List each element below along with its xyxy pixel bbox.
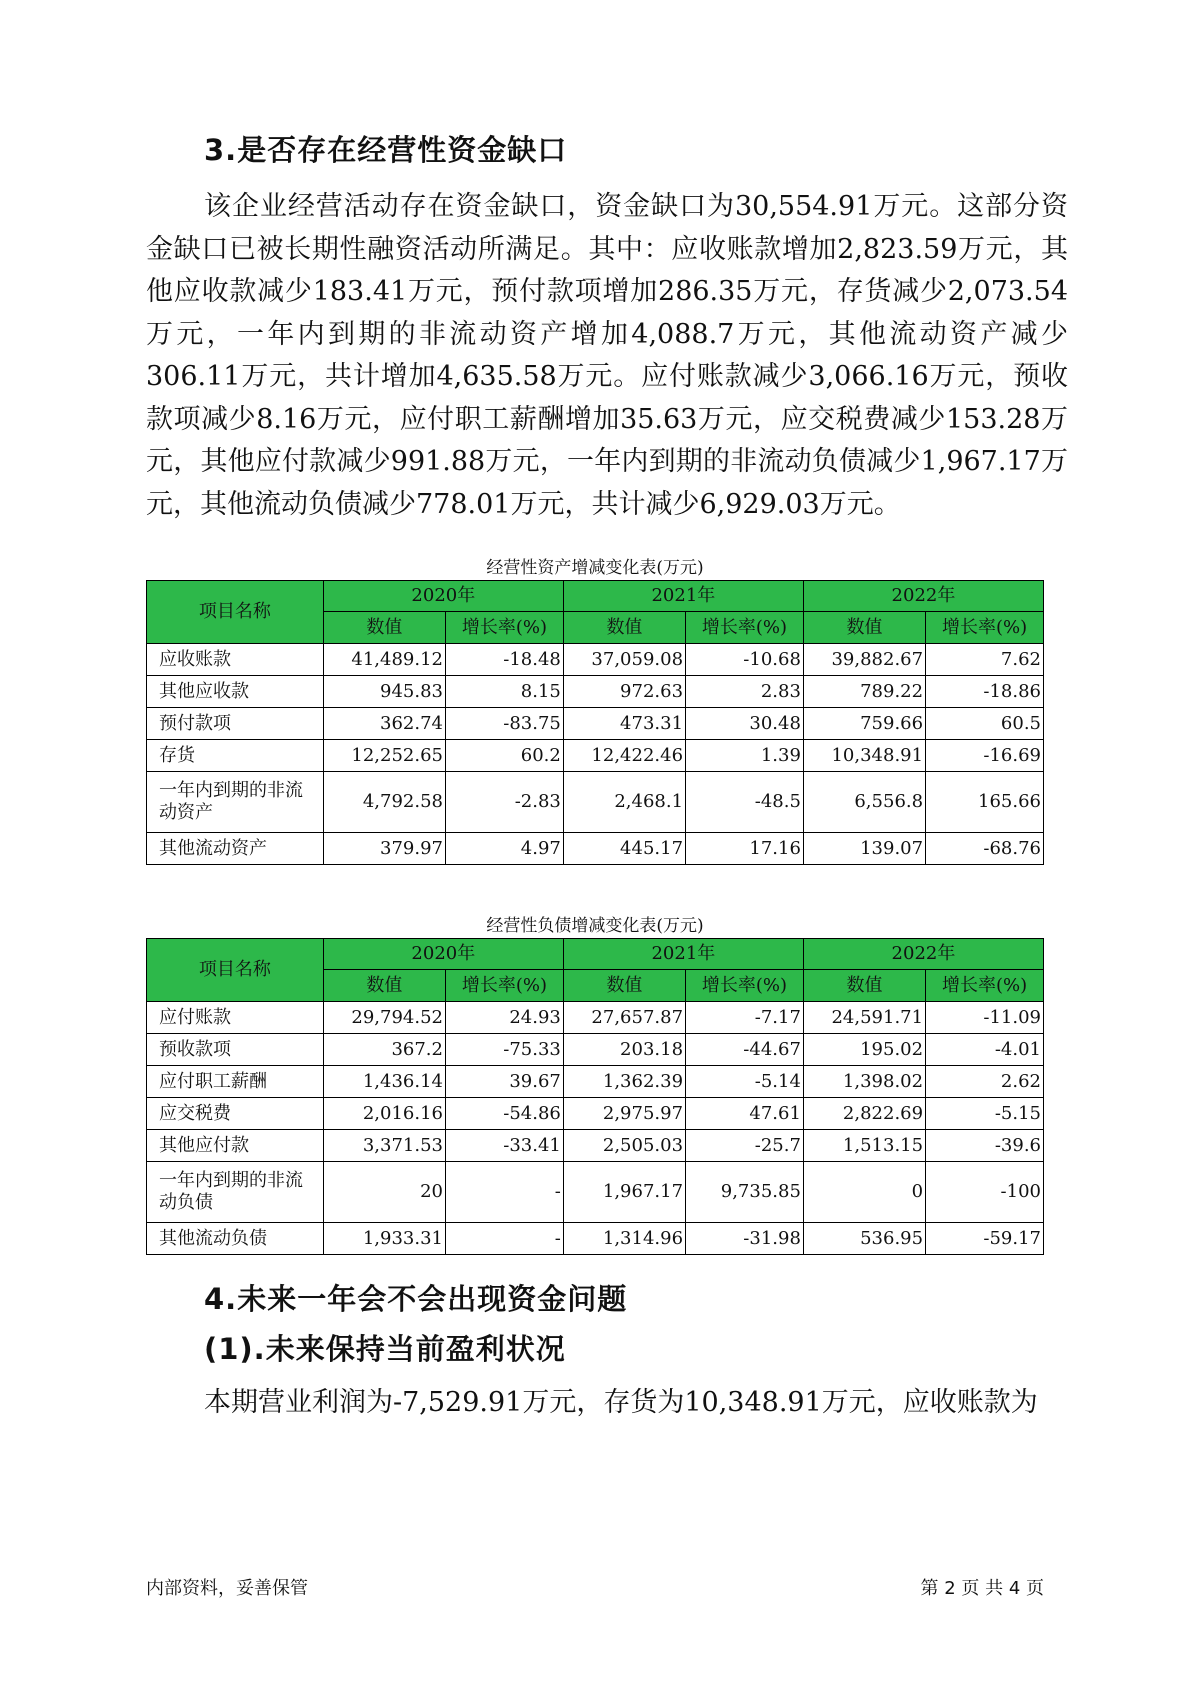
subsection-heading-1: (1).未来保持当前盈利状况 — [204, 1332, 566, 1366]
cell-value: 6,556.8 — [803, 772, 925, 833]
cell-growth-rate: -68.76 — [926, 833, 1044, 865]
cell-growth-rate: - — [445, 1162, 563, 1223]
cell-value: 536.95 — [803, 1223, 925, 1255]
cell-value: 0 — [803, 1162, 925, 1223]
cell-value: 4,792.58 — [323, 772, 445, 833]
footer-confidential-note: 内部资料，妥善保管 — [146, 1578, 308, 1599]
paragraph-text: 该企业经营活动存在资金缺口，资金缺口为30,554.91万元。这部分资金缺口已被长期性融资活动所满足。其中：应收账款增加2,823.59万元，其他应收款减少183.41万元，预付款项增加286.35万元，存货减少2,073.54万元，一年内到期的非流动资产增加4,088.7万元，其他流动资产减少306.11万元，共计增加4,635.58万元。应付账款减少3,066.16万元，预收款项减少8.16万元，应付职工薪酬增加35.63万元，应交税费减少153.28万元，其他应付款减少991.88万元，一年内到期的非流动负债减少1,967.17万元，其他流动负债减少778.01万元，共计减少6,929.03万元。 — [146, 191, 1068, 520]
row-label: 一年内到期的非流动负债 — [147, 1162, 324, 1223]
cell-growth-rate: - — [445, 1223, 563, 1255]
cell-growth-rate: -4.01 — [926, 1034, 1044, 1066]
cell-value: 20 — [323, 1162, 445, 1223]
cell-growth-rate: -44.67 — [686, 1034, 804, 1066]
cell-value: 2,822.69 — [803, 1098, 925, 1130]
header-growth-rate: 增长率(%) — [445, 612, 563, 644]
cell-value: 2,468.1 — [563, 772, 685, 833]
cell-value: 759.66 — [803, 708, 925, 740]
cell-value: 367.2 — [323, 1034, 445, 1066]
row-label: 应付职工薪酬 — [147, 1066, 324, 1098]
row-label: 应交税费 — [147, 1098, 324, 1130]
cell-growth-rate: -39.6 — [926, 1130, 1044, 1162]
cell-value: 362.74 — [323, 708, 445, 740]
cell-value: 10,348.91 — [803, 740, 925, 772]
row-label: 其他流动资产 — [147, 833, 324, 865]
cell-value: 972.63 — [563, 676, 685, 708]
cell-value: 203.18 — [563, 1034, 685, 1066]
table-row — [147, 1223, 1044, 1255]
header-growth-rate: 增长率(%) — [686, 612, 804, 644]
row-label: 其他应收款 — [147, 676, 324, 708]
cell-growth-rate: -59.17 — [926, 1223, 1044, 1255]
header-year: 2020年 — [323, 939, 563, 970]
cell-growth-rate: -5.15 — [926, 1098, 1044, 1130]
cell-value: 12,252.65 — [323, 740, 445, 772]
cell-growth-rate: -18.86 — [926, 676, 1044, 708]
cell-value: 12,422.46 — [563, 740, 685, 772]
cell-value: 29,794.52 — [323, 1002, 445, 1034]
cell-value: 3,371.53 — [323, 1130, 445, 1162]
header-value: 数值 — [323, 612, 445, 644]
row-label: 应收账款 — [147, 644, 324, 676]
table-row — [147, 708, 1044, 740]
table-row — [147, 1034, 1044, 1066]
row-label: 预付款项 — [147, 708, 324, 740]
cell-value: 789.22 — [803, 676, 925, 708]
cell-growth-rate: 2.62 — [926, 1066, 1044, 1098]
cell-growth-rate: 7.62 — [926, 644, 1044, 676]
cell-value: 1,398.02 — [803, 1066, 925, 1098]
cell-value: 945.83 — [323, 676, 445, 708]
cell-value: 41,489.12 — [323, 644, 445, 676]
cell-value: 1,933.31 — [323, 1223, 445, 1255]
row-label: 一年内到期的非流动资产 — [147, 772, 324, 833]
table-caption-liabilities: 经营性负债增减变化表(万元) — [486, 916, 704, 936]
cell-growth-rate: -5.14 — [686, 1066, 804, 1098]
cell-growth-rate: 8.15 — [445, 676, 563, 708]
cell-value: 1,513.15 — [803, 1130, 925, 1162]
cell-value: 379.97 — [323, 833, 445, 865]
cell-growth-rate: 2.83 — [686, 676, 804, 708]
header-value: 数值 — [563, 612, 685, 644]
header-value: 数值 — [803, 612, 925, 644]
cell-growth-rate: 47.61 — [686, 1098, 804, 1130]
table-row — [147, 1066, 1044, 1098]
cell-growth-rate: -18.48 — [445, 644, 563, 676]
cell-value: 1,436.14 — [323, 1066, 445, 1098]
cell-growth-rate: -54.86 — [445, 1098, 563, 1130]
cell-value: 27,657.87 — [563, 1002, 685, 1034]
cell-value: 2,975.97 — [563, 1098, 685, 1130]
table-row — [147, 740, 1044, 772]
cell-growth-rate: 4.97 — [445, 833, 563, 865]
cell-growth-rate: 165.66 — [926, 772, 1044, 833]
cell-growth-rate: -25.7 — [686, 1130, 804, 1162]
header-growth-rate: 增长率(%) — [686, 970, 804, 1002]
cell-growth-rate: -48.5 — [686, 772, 804, 833]
cell-value: 39,882.67 — [803, 644, 925, 676]
cell-growth-rate: 39.67 — [445, 1066, 563, 1098]
table-row — [147, 644, 1044, 676]
table-row — [147, 1130, 1044, 1162]
cell-growth-rate: -75.33 — [445, 1034, 563, 1066]
header-year: 2021年 — [563, 581, 803, 612]
cell-value: 1,362.39 — [563, 1066, 685, 1098]
table-row — [147, 1002, 1044, 1034]
header-year: 2021年 — [563, 939, 803, 970]
header-growth-rate: 增长率(%) — [445, 970, 563, 1002]
header-item-name: 项目名称 — [147, 581, 324, 644]
footer-page-number: 第 2 页 共 4 页 — [920, 1578, 1044, 1599]
cell-growth-rate: 9,735.85 — [686, 1162, 804, 1223]
cell-growth-rate: -83.75 — [445, 708, 563, 740]
header-year: 2022年 — [803, 939, 1043, 970]
row-label: 其他流动负债 — [147, 1223, 324, 1255]
cell-growth-rate: 1.39 — [686, 740, 804, 772]
cell-growth-rate: -16.69 — [926, 740, 1044, 772]
cell-value: 1,314.96 — [563, 1223, 685, 1255]
cell-value: 24,591.71 — [803, 1002, 925, 1034]
table-row — [147, 1162, 1044, 1223]
header-item-name: 项目名称 — [147, 939, 324, 1002]
table-caption-assets: 经营性资产增减变化表(万元) — [486, 558, 704, 578]
row-label: 其他应付款 — [147, 1130, 324, 1162]
cell-growth-rate: 30.48 — [686, 708, 804, 740]
cell-value: 2,505.03 — [563, 1130, 685, 1162]
cell-growth-rate: -31.98 — [686, 1223, 804, 1255]
table-row — [147, 676, 1044, 708]
cell-growth-rate: -10.68 — [686, 644, 804, 676]
table-row — [147, 772, 1044, 833]
header-growth-rate: 增长率(%) — [926, 970, 1044, 1002]
table-row — [147, 1098, 1044, 1130]
header-value: 数值 — [323, 970, 445, 1002]
header-year: 2020年 — [323, 581, 563, 612]
cell-value: 473.31 — [563, 708, 685, 740]
cell-growth-rate: -2.83 — [445, 772, 563, 833]
row-label: 预收款项 — [147, 1034, 324, 1066]
cell-growth-rate: 60.5 — [926, 708, 1044, 740]
table-row — [147, 833, 1044, 865]
row-label: 存货 — [147, 740, 324, 772]
cell-value: 1,967.17 — [563, 1162, 685, 1223]
header-value: 数值 — [563, 970, 685, 1002]
paragraph-profit — [146, 1382, 1068, 1425]
cell-growth-rate: -33.41 — [445, 1130, 563, 1162]
section-heading-4: 4.未来一年会不会出现资金问题 — [204, 1282, 628, 1316]
table-operating-assets — [146, 580, 1044, 865]
cell-growth-rate: 17.16 — [686, 833, 804, 865]
cell-growth-rate: 60.2 — [445, 740, 563, 772]
cell-value: 195.02 — [803, 1034, 925, 1066]
row-label: 应付账款 — [147, 1002, 324, 1034]
table-operating-liabilities — [146, 938, 1044, 1255]
paragraph-funding-gap — [146, 186, 1068, 526]
cell-value: 37,059.08 — [563, 644, 685, 676]
cell-value: 139.07 — [803, 833, 925, 865]
cell-growth-rate: -11.09 — [926, 1002, 1044, 1034]
cell-value: 2,016.16 — [323, 1098, 445, 1130]
section-heading-3: 3.是否存在经营性资金缺口 — [204, 133, 568, 167]
header-year: 2022年 — [803, 581, 1043, 612]
cell-growth-rate: -100 — [926, 1162, 1044, 1223]
cell-value: 445.17 — [563, 833, 685, 865]
cell-growth-rate: 24.93 — [445, 1002, 563, 1034]
paragraph-text: 本期营业利润为-7,529.91万元，存货为10,348.91万元，应收账款为 — [204, 1387, 1038, 1418]
cell-growth-rate: -7.17 — [686, 1002, 804, 1034]
header-value: 数值 — [803, 970, 925, 1002]
header-growth-rate: 增长率(%) — [926, 612, 1044, 644]
